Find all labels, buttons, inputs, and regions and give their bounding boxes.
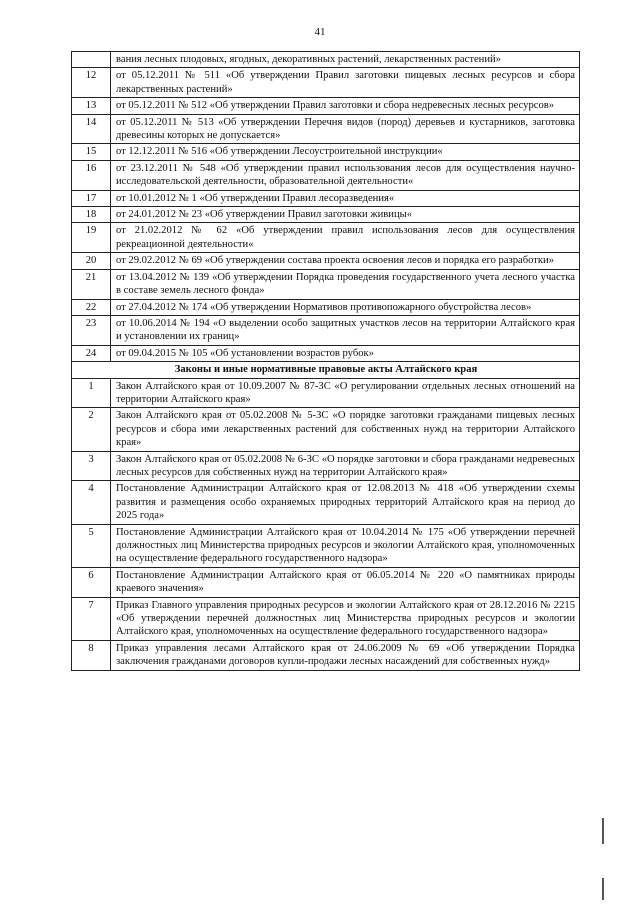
table-row: [72, 481, 580, 524]
row-number: 23: [72, 315, 111, 345]
row-number: 12: [72, 68, 111, 98]
scan-edge-mark: [602, 818, 604, 844]
table-row: [72, 269, 580, 299]
table-row: [72, 223, 580, 253]
row-number: 20: [72, 253, 111, 269]
row-text: Постановление Администрации Алтайского края от 12.08.2013 № 418 «Об утверждении схемы развития и размещения особо охраняемых природных территорий Алтайского края на период до 2025 года»: [111, 481, 580, 524]
table-row: [72, 451, 580, 481]
row-number: 17: [72, 190, 111, 206]
table-row: [72, 253, 580, 269]
table-row: [72, 299, 580, 315]
page-number: 41: [314, 26, 326, 38]
row-text: от 05.12.2011 № 511 «Об утверждении Правил заготовки пищевых лесных ресурсов и сбора лекарственных растений»: [111, 68, 580, 98]
row-number: 13: [72, 98, 111, 114]
row-number: 7: [72, 597, 111, 640]
row-text: от 12.12.2011 № 516 «Об утверждении Лесоустроительной инструкции«: [111, 144, 580, 160]
row-number: 22: [72, 299, 111, 315]
row-number: 2: [72, 408, 111, 451]
row-number: 18: [72, 207, 111, 223]
table-row: [72, 378, 580, 408]
row-number: 8: [72, 640, 111, 670]
row-text: вания лесных плодовых, ягодных, декоративных растений, лекарственных растений»: [111, 52, 580, 68]
row-number: [72, 52, 111, 68]
row-text: от 23.12.2011 № 548 «Об утверждении правил использования лесов для осуществления научно-исследовательской деятельности, образовательной деятельности«: [111, 160, 580, 190]
section-title: Законы и иные нормативные правовые акты Алтайского края: [72, 362, 580, 378]
table-row: [72, 144, 580, 160]
row-text: Приказ Главного управления природных ресурсов и экологии Алтайского края от 28.12.2016 № 2215 «Об утверждении перечней должностных лиц Министерства природных ресурсов и экологии Алтайского края, уполномоченных на осуществление федерального государственного надзора»: [111, 597, 580, 640]
table-row: [72, 68, 580, 98]
row-text: Закон Алтайского края от 05.02.2008 № 6-ЗС «О порядке заготовки и сбора гражданами недревесных лесных ресурсов для собственных нужд на территории Алтайского края»: [111, 451, 580, 481]
legal-acts-table: [71, 51, 580, 671]
row-text: от 05.12.2011 № 512 «Об утверждении Правил заготовки и сбора недревесных лесных ресурсов»: [111, 98, 580, 114]
table-row: [72, 52, 580, 68]
table-row: [72, 114, 580, 144]
row-text: от 13.04.2012 № 139 «Об утверждении Порядка проведения государственного учета лесного участка в составе земель лесного фонда»: [111, 269, 580, 299]
row-text: от 21.02.2012 № 62 «Об утверждении правил использования лесов для осуществления рекреационной деятельности«: [111, 223, 580, 253]
table-row: [72, 567, 580, 597]
row-text: от 09.04.2015 № 105 «Об установлении возрастов рубок»: [111, 345, 580, 361]
table-row: [72, 98, 580, 114]
table-row: [72, 207, 580, 223]
row-number: 3: [72, 451, 111, 481]
table-row: [72, 315, 580, 345]
table-row: [72, 640, 580, 670]
row-text: от 10.06.2014 № 194 «О выделении особо защитных участков лесов на территории Алтайского края и установлении их границ»: [111, 315, 580, 345]
row-text: Постановление Администрации Алтайского края от 10.04.2014 № 175 «Об утверждении перечней должностных лиц Министерства природных ресурсов и экологии Алтайского края, уполномоченных на осуществление федерального государственного надзора»: [111, 524, 580, 567]
table-row: [72, 597, 580, 640]
row-text: от 05.12.2011 № 513 «Об утверждении Перечня видов (пород) деревьев и кустарников, заготовка древесины которых не допускается»: [111, 114, 580, 144]
row-number: 5: [72, 524, 111, 567]
table-row: [72, 408, 580, 451]
scan-edge-mark: [602, 878, 604, 900]
row-text: от 10.01.2012 № 1 «Об утверждении Правил лесоразведения«: [111, 190, 580, 206]
row-number: 14: [72, 114, 111, 144]
row-number: 6: [72, 567, 111, 597]
row-text: от 29.02.2012 № 69 «Об утверждении состава проекта освоения лесов и порядка его разработки»: [111, 253, 580, 269]
row-number: 24: [72, 345, 111, 361]
row-number: 15: [72, 144, 111, 160]
row-text: Закон Алтайского края от 10.09.2007 № 87-ЗС «О регулировании отдельных лесных отношений на территории Алтайского края»: [111, 378, 580, 408]
table-row: [72, 190, 580, 206]
row-number: 4: [72, 481, 111, 524]
table-row: [72, 524, 580, 567]
table-row: [72, 345, 580, 361]
row-number: 16: [72, 160, 111, 190]
row-text: Закон Алтайского края от 05.02.2008 № 5-ЗС «О порядке заготовки гражданами пищевых лесных ресурсов и сбора ими лекарственных растений для собственных нужд на территории Алтайского края»: [111, 408, 580, 451]
row-text: от 27.04.2012 № 174 «Об утверждении Нормативов противопожарного обустройства лесов»: [111, 299, 580, 315]
row-number: 1: [72, 378, 111, 408]
federal-acts-body: [72, 52, 580, 362]
row-number: 21: [72, 269, 111, 299]
section-header-row: [72, 362, 580, 378]
table-row: [72, 160, 580, 190]
row-text: от 24.01.2012 № 23 «Об утверждении Правил заготовки живицы«: [111, 207, 580, 223]
row-text: Приказ управления лесами Алтайского края от 24.06.2009 № 69 «Об утверждении Порядка заключения гражданами договоров купли-продажи лесных насаждений для собственных нужд»: [111, 640, 580, 670]
regional-acts-body: [72, 362, 580, 671]
row-number: 19: [72, 223, 111, 253]
row-text: Постановление Администрации Алтайского края от 06.05.2014 № 220 «О памятниках природы краевого значения»: [111, 567, 580, 597]
